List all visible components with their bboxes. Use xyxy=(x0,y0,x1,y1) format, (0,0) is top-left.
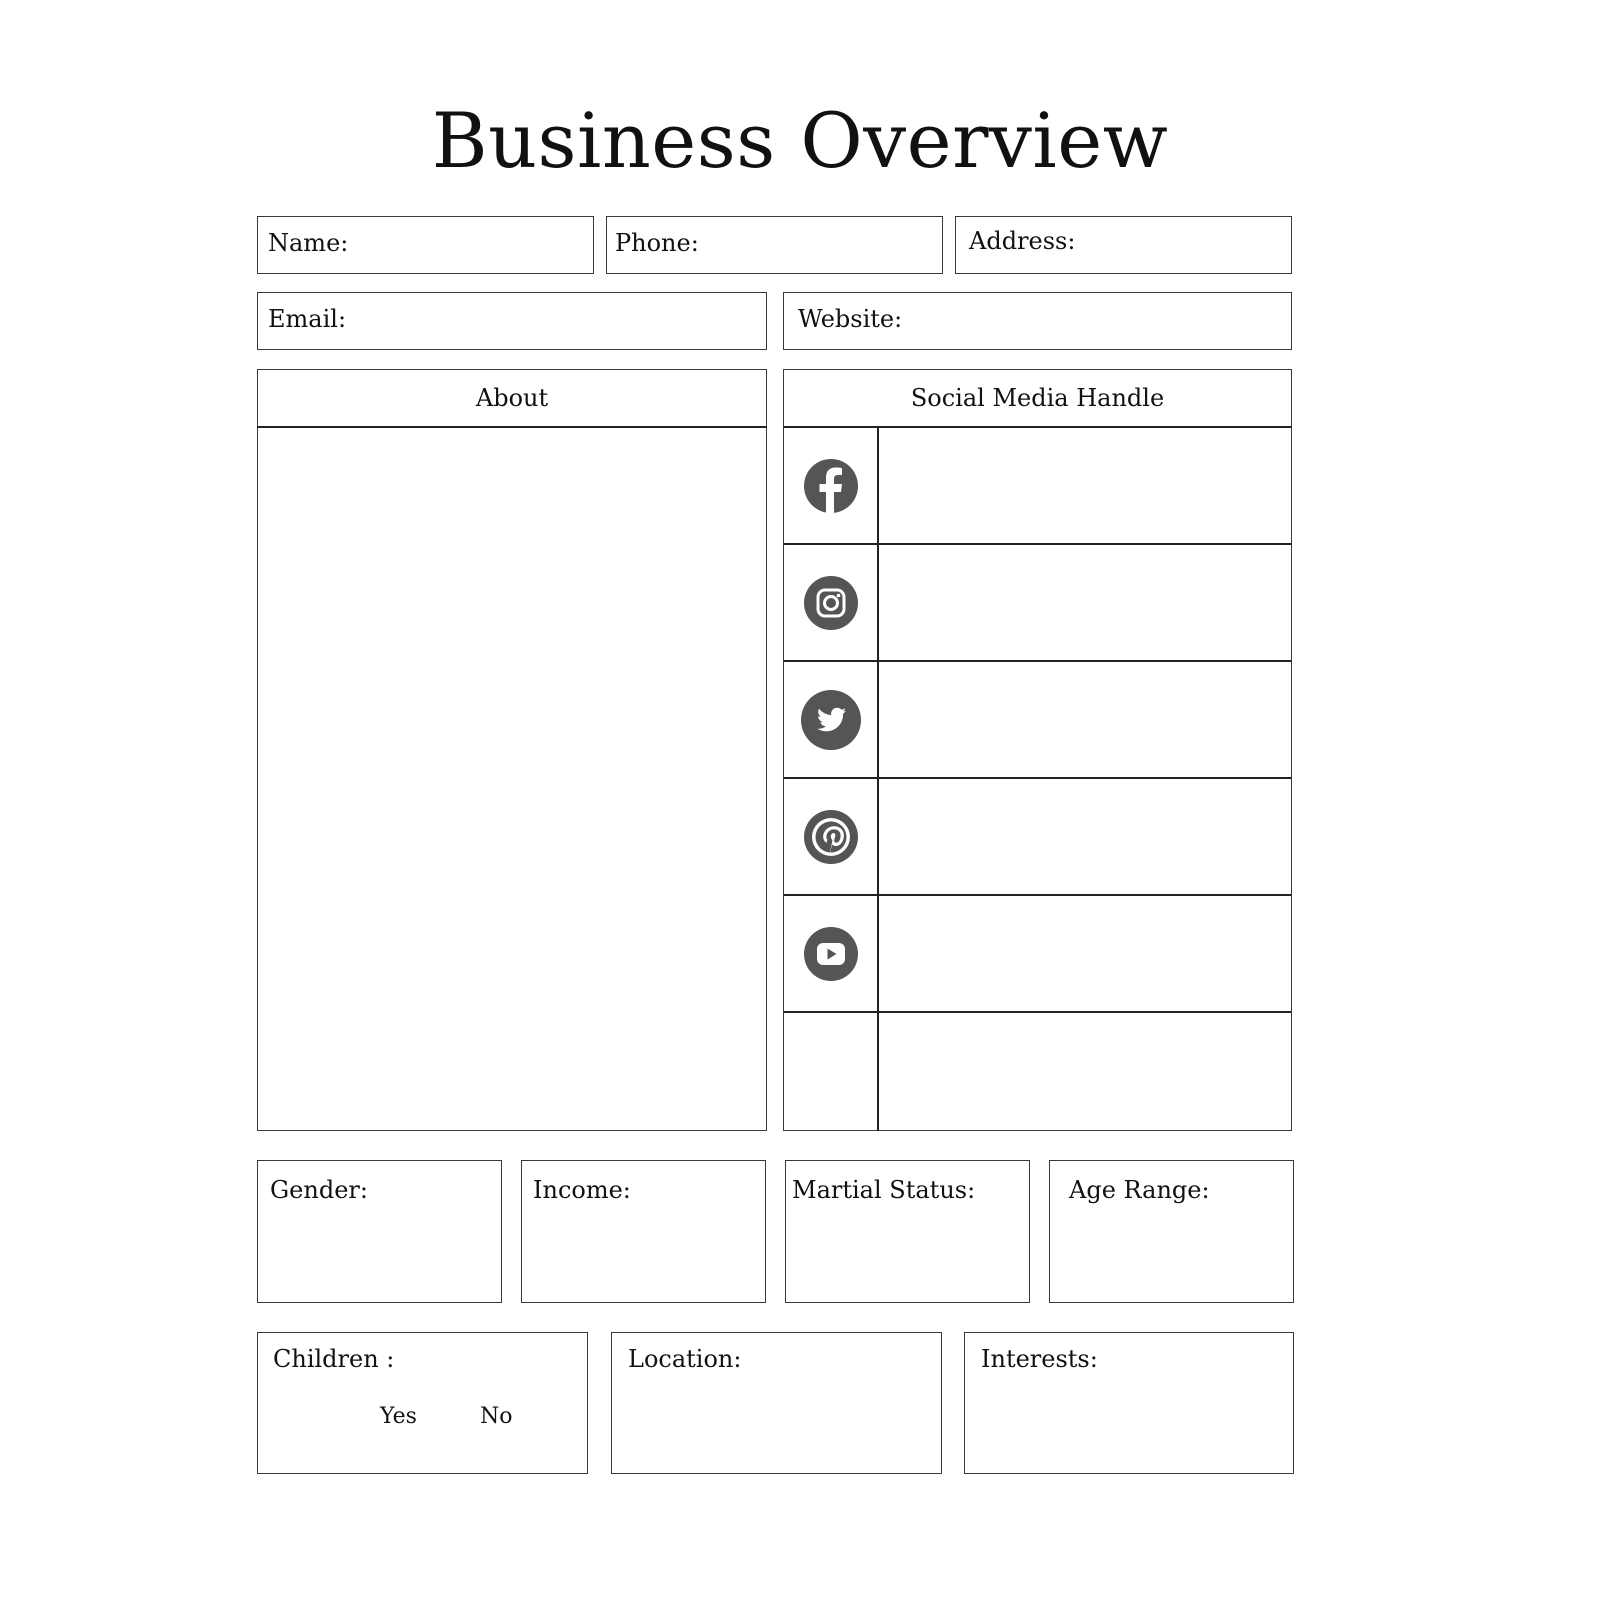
address-label: Address: xyxy=(969,227,1076,255)
twitter-icon xyxy=(800,689,862,751)
social-header-label: Social Media Handle xyxy=(910,384,1165,412)
facebook-handle-input[interactable] xyxy=(879,428,1291,543)
social-icon-cell xyxy=(784,662,879,777)
about-header xyxy=(257,369,767,428)
social-row-twitter xyxy=(784,662,1291,779)
address-field[interactable] xyxy=(955,216,1292,274)
youtube-handle-input[interactable] xyxy=(879,896,1291,1011)
interests-label: Interests: xyxy=(981,1345,1098,1373)
website-label: Website: xyxy=(798,305,903,333)
name-field[interactable] xyxy=(257,216,594,274)
interests-field[interactable] xyxy=(964,1332,1294,1474)
income-label: Income: xyxy=(533,1176,631,1204)
email-field[interactable] xyxy=(257,292,767,350)
marital-status-label: Martial Status: xyxy=(792,1176,976,1204)
pinterest-icon xyxy=(803,809,859,865)
instagram-icon xyxy=(803,575,859,631)
twitter-handle-input[interactable] xyxy=(879,662,1291,777)
income-field[interactable] xyxy=(521,1160,766,1303)
marital-status-field[interactable] xyxy=(785,1160,1030,1303)
phone-label: Phone: xyxy=(615,229,699,257)
social-icon-cell xyxy=(784,779,879,894)
name-label: Name: xyxy=(268,229,349,257)
about-textarea[interactable] xyxy=(257,428,767,1131)
gender-field[interactable] xyxy=(257,1160,502,1303)
location-label: Location: xyxy=(628,1345,742,1373)
social-row-extra xyxy=(784,1013,1291,1131)
social-icon-cell xyxy=(784,1013,879,1131)
social-row-pinterest xyxy=(784,779,1291,896)
youtube-icon xyxy=(803,926,859,982)
instagram-handle-input[interactable] xyxy=(879,545,1291,660)
page-title: Business Overview xyxy=(431,96,1169,185)
social-icon-cell xyxy=(784,545,879,660)
social-row-facebook xyxy=(784,428,1291,545)
social-icon-cell xyxy=(784,896,879,1011)
children-field xyxy=(257,1332,588,1474)
social-row-youtube xyxy=(784,896,1291,1013)
facebook-icon xyxy=(803,458,859,514)
website-field[interactable] xyxy=(783,292,1292,350)
children-yes-option[interactable]: Yes xyxy=(380,1404,417,1429)
email-label: Email: xyxy=(268,305,347,333)
social-table xyxy=(783,428,1292,1131)
phone-field[interactable] xyxy=(606,216,943,274)
social-icon-cell xyxy=(784,428,879,543)
about-header-label: About xyxy=(475,384,549,412)
social-header xyxy=(783,369,1292,428)
age-range-field[interactable] xyxy=(1049,1160,1294,1303)
age-range-label: Age Range: xyxy=(1069,1176,1210,1204)
children-no-option[interactable]: No xyxy=(480,1404,513,1429)
pinterest-handle-input[interactable] xyxy=(879,779,1291,894)
children-label: Children : xyxy=(273,1345,395,1373)
location-field[interactable] xyxy=(611,1332,942,1474)
extra-handle-input[interactable] xyxy=(879,1013,1291,1131)
gender-label: Gender: xyxy=(270,1176,368,1204)
social-row-instagram xyxy=(784,545,1291,662)
